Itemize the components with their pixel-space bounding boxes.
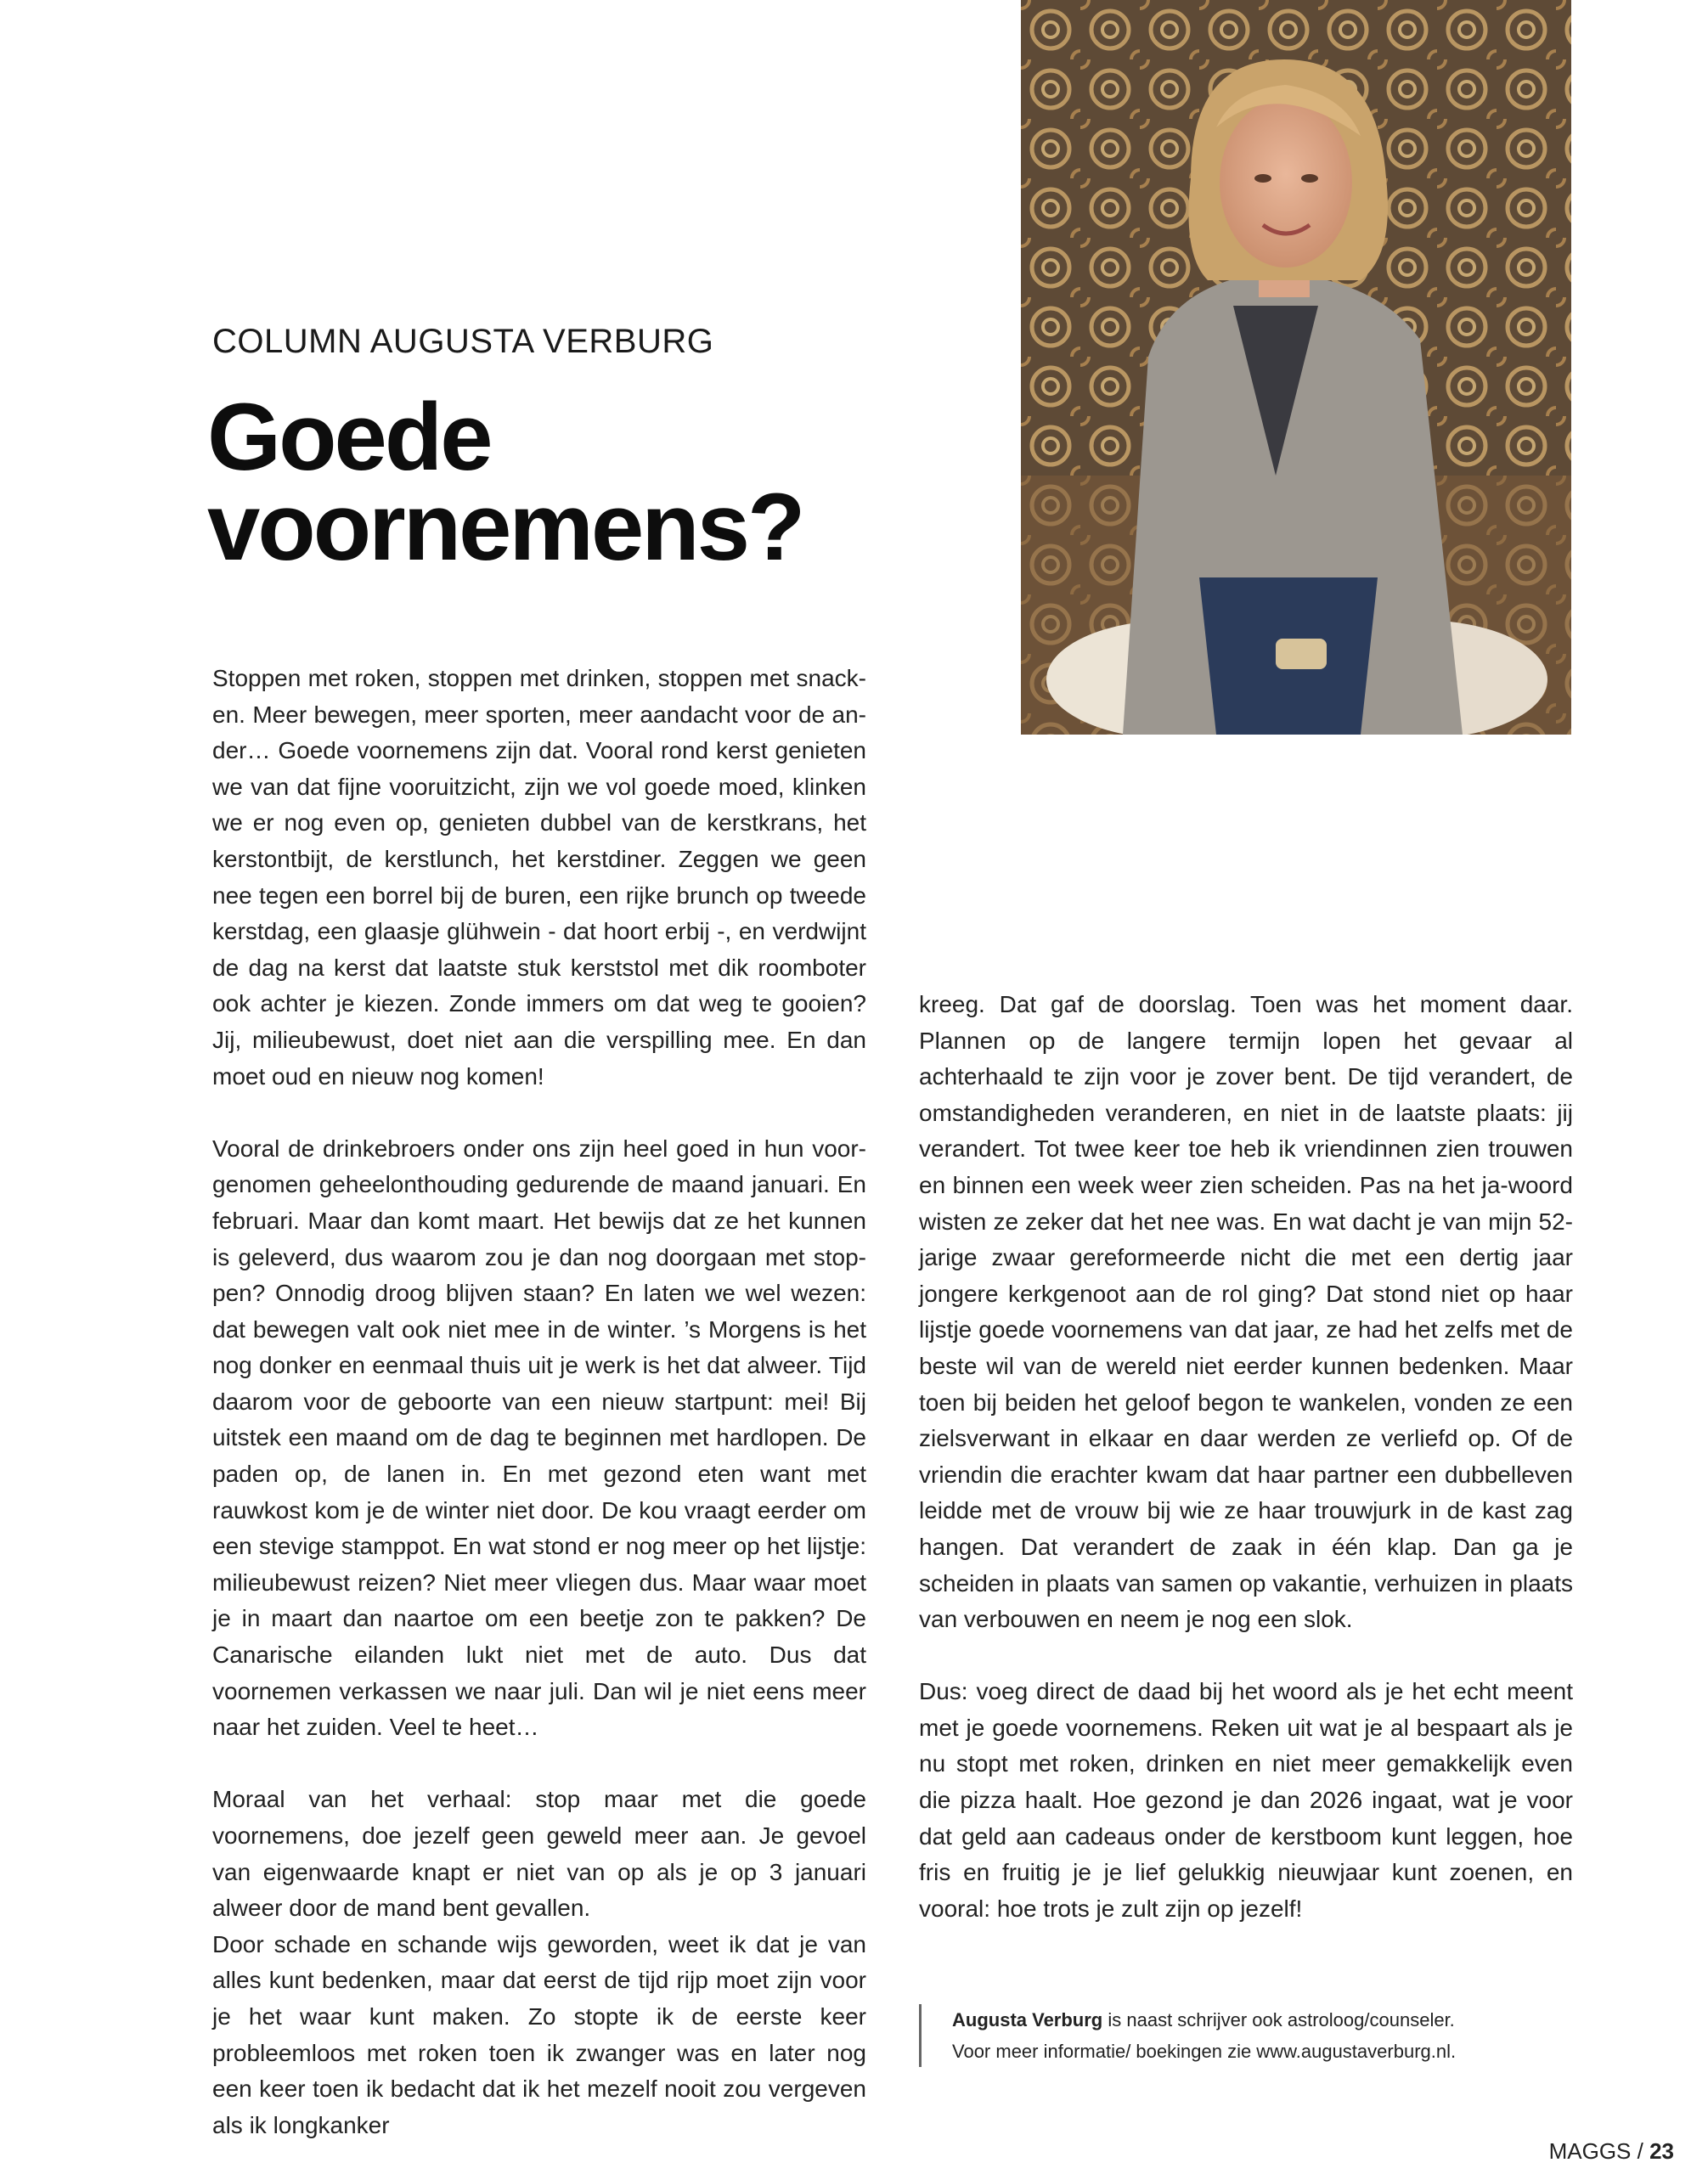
title-line-2: voornemens?	[207, 474, 803, 580]
bio-text: is naast schrijver ook astroloog/counseler.	[1102, 2009, 1455, 2030]
article-title	[207, 384, 887, 580]
bio-line-2: Voor meer informatie/ boekingen zie www.augustaverburg.nl.	[952, 2041, 1457, 2062]
portrait-photo	[1021, 0, 1571, 735]
bio-line-1	[952, 2004, 1598, 2036]
paragraph: Dus: voeg direct de daad bij het woord als je het echt meent met je goede voornemens. Reken uit wat je al bespaart als je nu stopt met roken, drinken en niet meer gemakkelijk even die pizza haalt. Hoe gezond je dan 2026 ingaat, wat je voor dat geld aan cadeaus onder de kerstboom kunt leggen, hoe fris en fruitig je je lief gelukkig nieuwjaar kunt zoenen, en vooral: hoe trots je zult zijn op jezelf!	[919, 1678, 1573, 1922]
author-name: Augusta Verburg	[952, 2009, 1103, 2030]
paragraph: Stoppen met roken, stoppen met drinken, stoppen met snacken. Meer bewegen, meer sporten, meer aandacht voor de ander… Goede voornemens zijn dat. Vooral rond kerst genieten we van dat fijne vooruitzicht, zijn we vol goede moed, klinken we er nog even op, genieten dubbel van de kerstkrans, het kerstontbijt, de kerstlunch, het kerstdiner. Zeggen we geen nee tegen een borrel bij de buren, een rijke brunch op tweede kerstdag, een glaasje glühwein - dat hoort erbij -, en verdwijnt de dag na kerst dat laatste stuk kerststol met dik roomboter ook achter je kiezen. Zonde immers om dat weg te gooien? Jij, milieubewust, doet niet aan die verspilling mee. En dan moet oud en nieuw nog komen!	[212, 665, 866, 1090]
paragraph: Door schade en schande wijs geworden, weet ik dat je van alles kunt bedenken, maar dat eerst de tijd rijp moet zijn voor je het waar kunt maken. Zo stopte ik de eerste keer probleemloos met roken toen ik zwanger was en later nog een keer toen ik bedacht dat ik het mezelf nooit zou vergeven als ik longkanker	[212, 1930, 866, 2138]
article-column-left	[212, 661, 866, 2143]
page-footer	[1549, 2138, 1674, 2165]
article-column-right	[919, 987, 1573, 1927]
author-bio	[919, 2004, 1598, 2067]
magazine-name: MAGGS	[1548, 2138, 1632, 2164]
page-number: 23	[1649, 2138, 1674, 2164]
paragraph: Moraal van het verhaal: stop maar met die goede voornemens, doe jezelf geen geweld meer aan. Je gevoel van eigenwaarde knapt er niet van op als je op 3 januari alweer door de mand bent gevallen.	[212, 1786, 866, 1922]
folio-separator: /	[1631, 2138, 1650, 2164]
paragraph: kreeg. Dat gaf de doorslag. Toen was het moment daar. Plannen op de langere termijn lopen het gevaar al achterhaald te zijn voor je zover bent. De tijd verandert, de omstandigheden veranderen, en niet in de laatste plaats: jij verandert. Tot twee keer toe heb ik vriendinnen zien trouwen en binnen een week weer zien scheiden. Pas na het ja-woord wisten ze zeker dat het nee was. En wat dacht je van mijn 52-jarige zwaar gereformeerde nicht die met een dertig jaar jongere kerkgenoot aan de rol ging? Dat stond niet op haar lijstje goede voornemens van dat jaar, ze had het zelfs met de beste wil van de wereld niet eerder kunnen bedenken. Maar toen bij beiden het geloof begon te wankelen, vonden ze een zielsverwant in elkaar en daar werden ze verliefd op. Of de vriendin die erachter kwam dat haar partner een dubbelleven leidde met de vrouw bij wie ze haar trouwjurk in de kast zag hangen. Dat verandert de zaak in één klap. Dan ga je scheiden in plaats van samen op vakantie, verhuizen in plaats van verbouwen en neem je nog een slok.	[919, 991, 1573, 1633]
paragraph: Vooral de drinkebroers onder ons zijn heel goed in hun voorgenomen geheelonthouding gedurende de maand januari. En februari. Maar dan komt maart. Het bewijs dat ze het kunnen is geleverd, dus waarom zou je dan nog doorgaan met stoppen? Onnodig droog blijven staan? En laten we wel wezen: dat bewegen valt ook niet mee in de winter. ’s Morgens is het nog donker en eenmaal thuis uit je werk is het dat alweer. Tijd daarom voor de geboorte van een nieuw startpunt: mei! Bij uitstek een maand om de dag te beginnen met hardlopen. De paden op, de lanen in. En met gezond eten want met rauwkost kom je de winter niet door. De kou vraagt eerder om een stevige stamppot. En wat stond er nog meer op het lijstje: milieubewust reizen? Niet meer vliegen dus. Maar waar moet je in maart dan naartoe om een beetje zon te pakken? De Canarische eilanden lukt niet met de auto. Dus dat voornemen verkassen we naar juli. Dan wil je niet eens meer naar het zuiden. Veel te heet…	[212, 1135, 866, 1741]
column-kicker: COLUMN AUGUSTA VERBURG	[212, 323, 714, 360]
title-line-1: Goede	[207, 384, 491, 490]
